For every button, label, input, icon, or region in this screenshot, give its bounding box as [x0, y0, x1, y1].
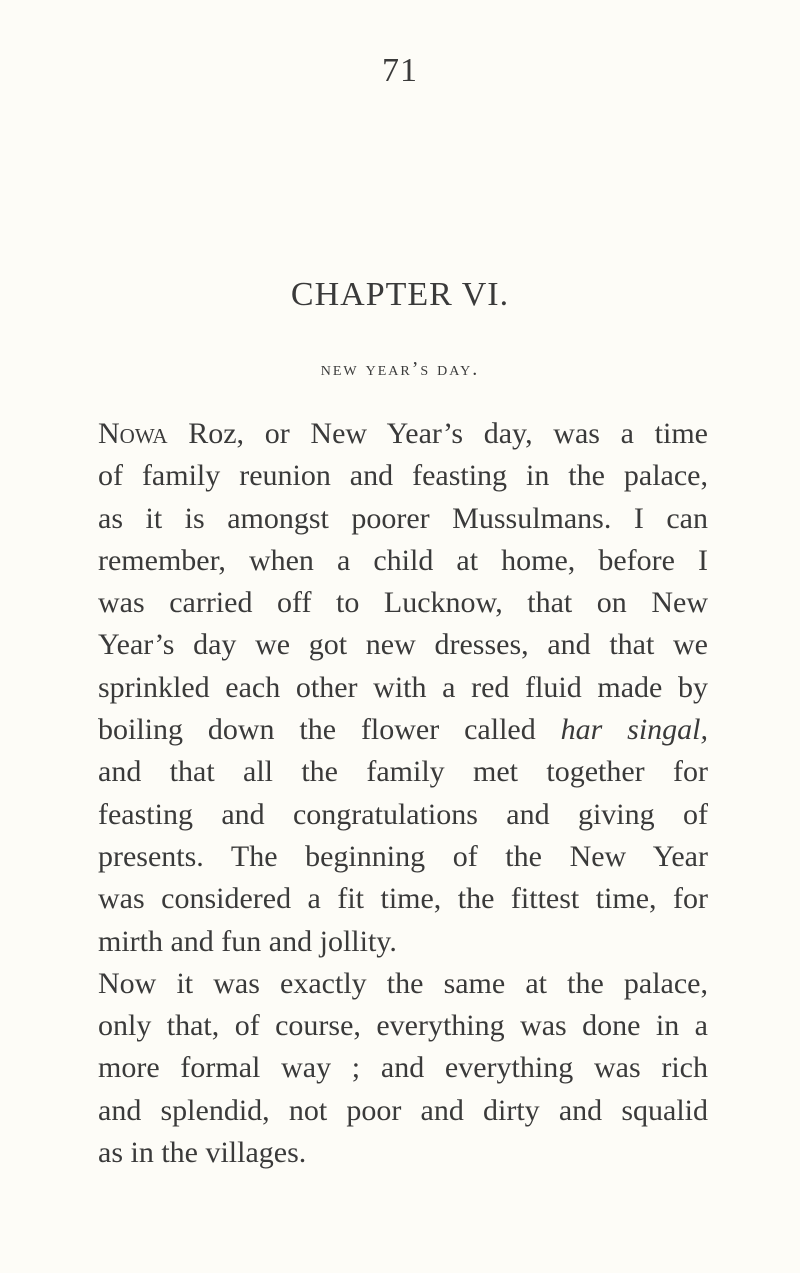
text-line: presents. The beginning of the New Year [98, 839, 708, 873]
text-line: remember, when a child at home, before I [98, 543, 708, 577]
body-text [98, 413, 708, 1174]
text-line: of family reunion and feasting in the palace, [98, 459, 708, 493]
text-line: Year’s day we got new dresses, and that we [98, 628, 708, 662]
text-line: only that, of course, everything was done in a [98, 1009, 708, 1043]
text-span: boiling down the flower called [98, 713, 561, 747]
text-line: feasting and congratulations and giving of [98, 797, 708, 831]
text-line: was considered a fit time, the fittest time, for [98, 882, 708, 916]
text-line: as it is amongst poorer Mussulmans. I can [98, 501, 708, 535]
text-line: more formal way ; and everything was rich [98, 1051, 708, 1085]
text-span: Roz, or New Year’s day, was a time [167, 417, 708, 450]
text-line: sprinkled each other with a red fluid made by [98, 670, 708, 704]
paragraph-1 [98, 413, 708, 963]
text-line: mirth and fun and jollity. [98, 924, 397, 958]
chapter-subtitle: new year’s day. [320, 358, 480, 380]
italic-term: har singal, [560, 713, 709, 747]
chapter-title: CHAPTER VI. [290, 276, 510, 313]
text-line: as in the villages. [98, 1136, 307, 1170]
text-line [98, 709, 708, 751]
text-line: was carried off to Lucknow, that on New [98, 586, 708, 620]
text-line: Now it was exactly the same at the palace, [98, 966, 708, 1000]
text-line: and splendid, not poor and dirty and squalid [98, 1093, 708, 1127]
paragraph-2 [98, 963, 708, 1174]
page-number: 71 [382, 52, 418, 89]
small-caps-word: Nowa [98, 417, 168, 450]
text-line [98, 413, 708, 455]
text-line: and that all the family met together for [98, 755, 708, 789]
